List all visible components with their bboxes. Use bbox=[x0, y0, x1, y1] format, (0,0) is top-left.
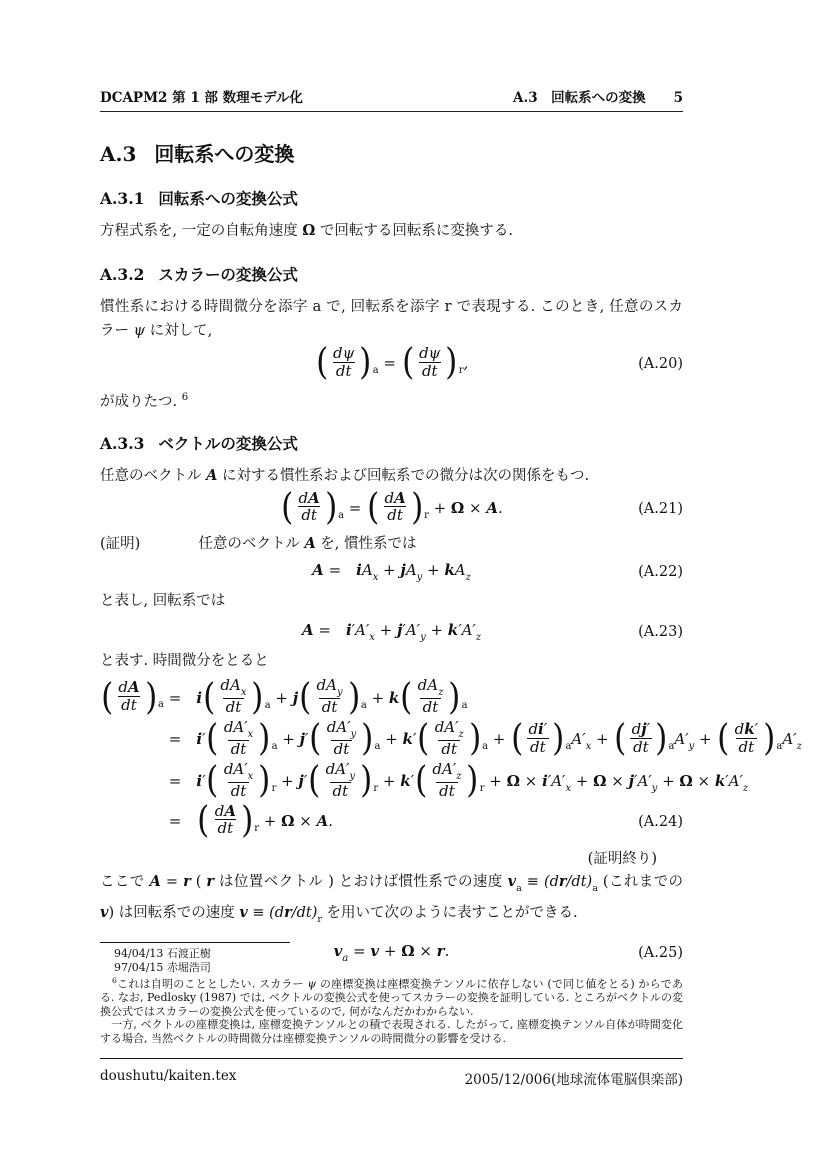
footnote-paragraph-2: 一方, ベクトルの座標変換は, 座標変換テンソルとの積で表現される. したがって, 座標変換テンソル自体が時間変化する場合, 当然ベクトルの時間微分は座標変換テンソルの時間微分の影響を受ける. bbox=[100, 1018, 683, 1045]
subsection-number: A.3.3 bbox=[100, 433, 145, 453]
paragraph-a32: 慣性系における時間微分を添字 a で, 回転系を添字 r で表現する. このとき, 任意のスカラー ψ に対して, bbox=[100, 299, 683, 339]
header-left: DCAPM2 第 1 部 数理モデル化 bbox=[100, 90, 303, 106]
page-footer bbox=[100, 1058, 683, 1088]
subsection-title-a33 bbox=[100, 432, 683, 454]
equation-tag-a20: (A.20) bbox=[638, 356, 683, 373]
equation-a25: $v_a = v + \Omega \times r$. (A.25) bbox=[333, 941, 683, 964]
equation-a24-row-1: ( $\frac{dA}{dt}$ )$_a$ = i( $\frac{dA_x}{dt}$ )$_a + j$( $\frac{dA_y}{dt}$ )$_a + k$( $\frac{dA_z}{dt}$ )$_a$ bbox=[101, 674, 468, 718]
equation-tag-a24: (A.24) bbox=[638, 813, 683, 830]
text-block bbox=[100, 0, 802, 968]
footnote-block bbox=[100, 942, 683, 1045]
equation-a22: A = $iA_x + jA_y + kA_z$ (A.22) bbox=[312, 561, 683, 584]
subsection-title-a31 bbox=[100, 187, 683, 209]
paragraph-between-23-24: と表す. 時間微分をとると bbox=[100, 653, 269, 670]
equation-tag-a23: (A.23) bbox=[638, 624, 683, 641]
subsection-number: A.3.2 bbox=[100, 265, 145, 284]
equation-tag-a25: (A.25) bbox=[638, 944, 683, 961]
paragraph-a33: 任意のベクトル A に対する慣性系および回転系での微分は次の関係をもつ. bbox=[100, 466, 590, 484]
subsection-title-text: 回転系への変換公式 bbox=[158, 191, 298, 208]
paragraph-a31: 方程式系を, 一定の自転角速度 Ω で回転する回転系に変換する. bbox=[100, 222, 513, 239]
proof-label: (証明) bbox=[100, 536, 141, 553]
section-title-text: 回転系への変換 bbox=[154, 144, 295, 166]
header-right bbox=[513, 86, 683, 106]
footer-credit: 2005/12/006(地球流体電脳倶楽部) bbox=[464, 1072, 683, 1088]
equation-tag-a22: (A.22) bbox=[638, 564, 683, 581]
paragraph-after-proof: ここで A = r ( r は位置ベクトル ) とおけば慣性系での速度 $v_a \equiv (dr/dt)_a$ (これまでの v) は回転系での速度 $v \equiv (dr/dt)_r$ を用いて次のように表すことができる. bbox=[100, 873, 683, 925]
page-number: 5 bbox=[673, 90, 683, 106]
subsection-title-text: スカラーの変換公式 bbox=[158, 267, 298, 284]
equation-a24-row-3: = i′( $\frac{dA'_x}{dt}$ )$_r + j'$( $\frac{dA'_y}{dt}$ )$_r + k'$( $\frac{dA'_z}{dt}$ )$_r + \Omega \times i'A'_x + \Omega \times j'A'_y + \Omega \times k'A'_z$ bbox=[168, 758, 749, 802]
section-title bbox=[100, 138, 683, 167]
footer-filename: doushutu/kaiten.tex bbox=[100, 1068, 237, 1084]
subsection-title-a32 bbox=[100, 263, 683, 285]
paragraph-between-22-23: と表し, 回転系では bbox=[100, 593, 226, 610]
equation-a24-row-4: = ( $\frac{dA}{dt}$ )$_r + \Omega \times A$. (A.24) bbox=[168, 797, 683, 841]
proof-intro: 任意のベクトル A を, 慣性系では bbox=[198, 535, 417, 553]
footnote-signature-1: 94/04/13 石渡正樹 bbox=[114, 947, 211, 960]
equation-a24 bbox=[100, 674, 802, 841]
proof-end-label: (証明終り) bbox=[587, 851, 657, 868]
equation-a24-row-2: = i′( $\frac{dA'_x}{dt}$ )$_a + j'$( $\frac{dA'_y}{dt}$ )$_a + k'$( $\frac{dA'_z}{dt}$ )$_a$ + ( $\frac{di'}{dt}$ )$_aA'_x$ + ( $\frac{dj'}{dt}$ )$_aA'_y$ + ( $\frac{dk'}{dt}$ )$_aA'_z$ bbox=[168, 716, 802, 760]
paragraph-after-a20: が成りたつ. $^6$ bbox=[100, 391, 189, 410]
footnote-rule bbox=[100, 942, 290, 943]
page-header bbox=[100, 86, 683, 112]
equation-a21: ( $\frac{dA}{dt}$ )$_a$ = ( $\frac{dA}{dt}$ )$_r + \Omega \times A$. (A.21) bbox=[281, 484, 683, 528]
equation-a23: A = $i'A'_x + j'A'_y + k'A'_z$ (A.23) bbox=[301, 621, 683, 644]
header-section-ref: A.3 回転系への変換 bbox=[513, 90, 646, 106]
subsection-number: A.3.1 bbox=[100, 189, 145, 208]
footnote-signature-2: 97/04/15 赤堀浩司 bbox=[114, 960, 211, 974]
footnote-6: $^6$これは自明のこととしたい. スカラー ψ の座標変換は座標変換テンソルに依存しない (で同じ値をとる) からである. なお, Pedlosky (1987) では, ベクトルの変換公式を使ってスカラーの変換を証明している. ところがベクトルの変換公式ではスカラーの変換公式を使っているので, 何がなんだかわからない. bbox=[100, 976, 683, 1018]
equation-a20: ( $\frac{d\psi}{dt}$ )$_a$ = ( $\frac{d\psi}{dt}$ )$_r$, (A.20) bbox=[315, 340, 683, 384]
equation-tag-a21: (A.21) bbox=[638, 500, 683, 517]
section-number: A.3 bbox=[100, 142, 137, 166]
subsection-title-text: ベクトルの変換公式 bbox=[158, 435, 298, 453]
proof-start-line bbox=[100, 532, 683, 553]
